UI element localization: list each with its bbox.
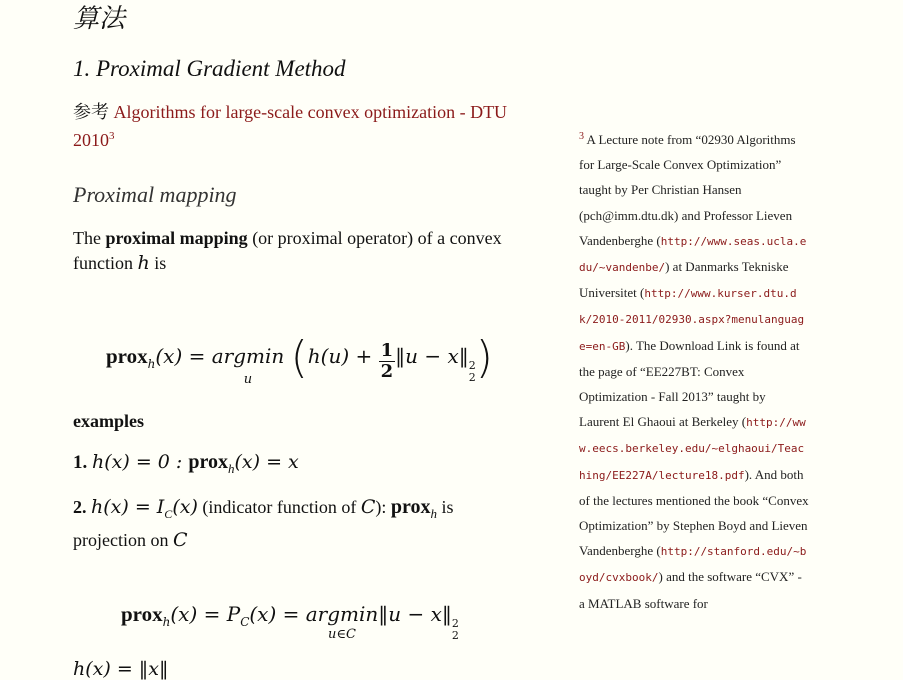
- prox-args: (x) =: [155, 344, 212, 368]
- proj-mid2: (x) =: [249, 602, 306, 626]
- example-1-number: 1.: [73, 452, 92, 473]
- example-2-sub-c: C: [164, 506, 173, 521]
- example-2: [73, 494, 513, 553]
- h-of-u: h(u) +: [307, 344, 379, 368]
- sidenote-marker[interactable]: 3: [109, 130, 115, 142]
- sidenote-number: 3: [579, 131, 584, 142]
- sidenote-link-4[interactable]: http://stanford.edu/~boyd/cvxbook/: [579, 545, 807, 585]
- norm-exponent: 2 2: [468, 359, 476, 384]
- example-2-eq: h(x) = I: [91, 496, 165, 518]
- example-2-text-2: ):: [375, 497, 391, 517]
- argmin-subscript: u: [243, 372, 253, 387]
- sidenote-text-3: ). The Download Link is found at the page of “EE227BT: Convex Optimization - Fall 2013” taught by Laurent El Ghaoui at Berkeley (: [579, 337, 800, 430]
- proj-norm-exponent: 2 2: [451, 617, 459, 642]
- argmin-text: argmin: [211, 344, 285, 368]
- proj-prox: prox: [121, 602, 163, 626]
- reference-prefix: 参考: [73, 102, 114, 122]
- sidenote-text-4: ). And both of the lectures mentioned the book “Convex Optimization” by Stephen Boyd and Lieven Vandenberghe (: [579, 466, 809, 559]
- page-heading: 算法: [73, 4, 126, 34]
- sidenote: [579, 124, 809, 616]
- projection-equation: [121, 602, 459, 642]
- example-2-number: 2.: [73, 497, 91, 517]
- definition-term: proximal mapping: [105, 228, 248, 248]
- reference-link[interactable]: Algorithms for large-scale convex optimization - DTU 2010: [73, 102, 508, 150]
- fraction-numerator: 1: [380, 340, 394, 361]
- proj-argmin-text: argmin: [305, 602, 379, 626]
- fraction-denominator: 2: [380, 361, 394, 382]
- example-2-sub-h: h: [430, 505, 437, 521]
- prox-subscript: h: [147, 357, 156, 371]
- sidenote-link-3[interactable]: http://www.eecs.berkeley.edu/~elghaoui/Teaching/EE227A/lecture18.pdf: [579, 416, 806, 482]
- definition-paragraph: [73, 226, 513, 276]
- example-2-var-c: C: [360, 496, 376, 518]
- section-title: 1. Proximal Gradient Method: [73, 56, 346, 81]
- left-paren: (: [290, 332, 308, 383]
- argmin-operator: [211, 344, 285, 387]
- proj-argmin-subscript: u∈C: [328, 627, 356, 642]
- proj-argmin: [305, 602, 379, 642]
- definition-text-3: is: [149, 253, 167, 273]
- norm-expr: ‖u − x‖: [395, 344, 469, 368]
- example-1-prox: prox: [188, 451, 228, 473]
- example-2-var-c2: C: [172, 528, 188, 551]
- example-1-rest: (x) = x: [234, 451, 299, 473]
- example-1-eq: h(x) = 0 :: [92, 451, 189, 473]
- example-1-sub: h: [228, 460, 235, 476]
- definition-var: h: [137, 252, 150, 274]
- examples-label: examples: [73, 411, 144, 431]
- example-2-text-3: is projection on: [73, 497, 454, 550]
- fraction: [379, 341, 396, 382]
- trailing-text: h(x) = ‖x‖: [73, 658, 169, 680]
- right-paren: ): [475, 332, 493, 383]
- proj-norm: ‖u − x‖: [378, 602, 452, 626]
- sidenote-text-1: A Lecture note from “02930 Algorithms for Large-Scale Convex Optimization” taught by Per Christian Hansen (pch@imm.dtu.dk) and Professor Lieven Vandenberghe (: [579, 132, 796, 248]
- example-2-text-1: (indicator function of: [197, 497, 361, 517]
- definition-text-1: The: [73, 228, 106, 248]
- sidenote-text-5: ) and the software “CVX” - a MATLAB software for: [579, 569, 802, 611]
- reference-line: [73, 100, 513, 152]
- sidenote-text-2: ) at Danmarks Tekniske Universitet (: [579, 259, 789, 301]
- definition-text-2: (or proximal operator) of a convex function: [73, 228, 502, 273]
- prox-operator: prox: [106, 344, 148, 368]
- example-2-prox: prox: [390, 496, 431, 518]
- proj-mid: (x) = P: [170, 602, 241, 626]
- prox-equation: [106, 332, 493, 387]
- example-2-eq2: (x): [172, 496, 198, 518]
- proj-sub-c: C: [240, 615, 250, 629]
- subsection-title: Proximal mapping: [73, 182, 237, 207]
- sidenote-link-2[interactable]: http://www.kurser.dtu.dk/2010-2011/02930.aspx?menulanguage=en-GB: [579, 287, 805, 353]
- proj-prox-sub: h: [162, 615, 171, 629]
- sidenote-link-1[interactable]: http://www.seas.ucla.edu/~vandenbe/: [579, 234, 807, 275]
- example-1: [73, 450, 513, 481]
- trailing-equation: [73, 658, 169, 680]
